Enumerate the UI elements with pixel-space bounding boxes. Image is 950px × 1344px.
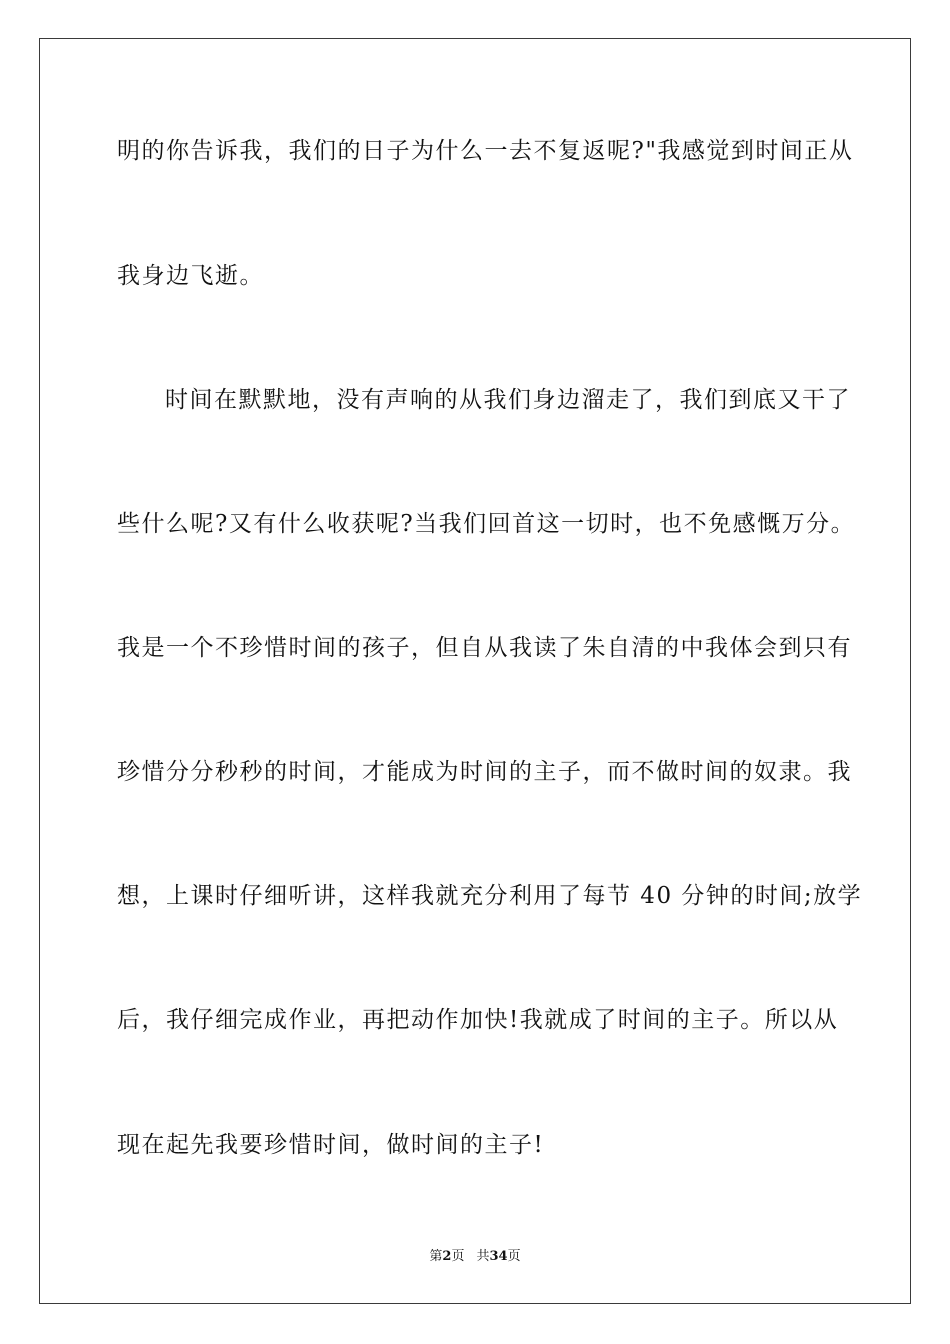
page-border [39, 38, 911, 1304]
text-line-9: 现在起先我要珍惜时间，做时间的主子! [117, 1132, 545, 1158]
page-suffix: 页 [451, 1249, 465, 1264]
text-line-3-paragraph-start: 时间在默默地，没有声响的从我们身边溜走了，我们到底又干了 [165, 387, 851, 413]
page-prefix: 第 [429, 1249, 443, 1264]
page-number: 2 [442, 1249, 452, 1264]
text-line-4: 些什么呢?又有什么收获呢?当我们回首这一切时，也不免感慨万分。 [117, 511, 856, 537]
text-line-8: 后，我仔细完成作业，再把动作加快!我就成了时间的主子。所以从 [117, 1007, 839, 1033]
text-line-7: 想，上课时仔细听讲，这样我就充分利用了每节 40 分钟的时间;放学 [117, 883, 863, 909]
total-pages: 34 [489, 1249, 508, 1264]
total-prefix: 共 [476, 1249, 490, 1264]
text-line-1: 明的你告诉我，我们的日子为什么一去不复返呢?"我感觉到时间正从 [117, 138, 854, 164]
page-footer [0, 1248, 950, 1266]
text-line-2: 我身边飞逝。 [117, 263, 264, 289]
text-line-5: 我是一个不珍惜时间的孩子，但自从我读了朱自清的中我体会到只有 [117, 635, 852, 661]
total-suffix: 页 [507, 1249, 521, 1264]
text-line-6: 珍惜分分秒秒的时间，才能成为时间的主子，而不做时间的奴隶。我 [117, 759, 852, 785]
